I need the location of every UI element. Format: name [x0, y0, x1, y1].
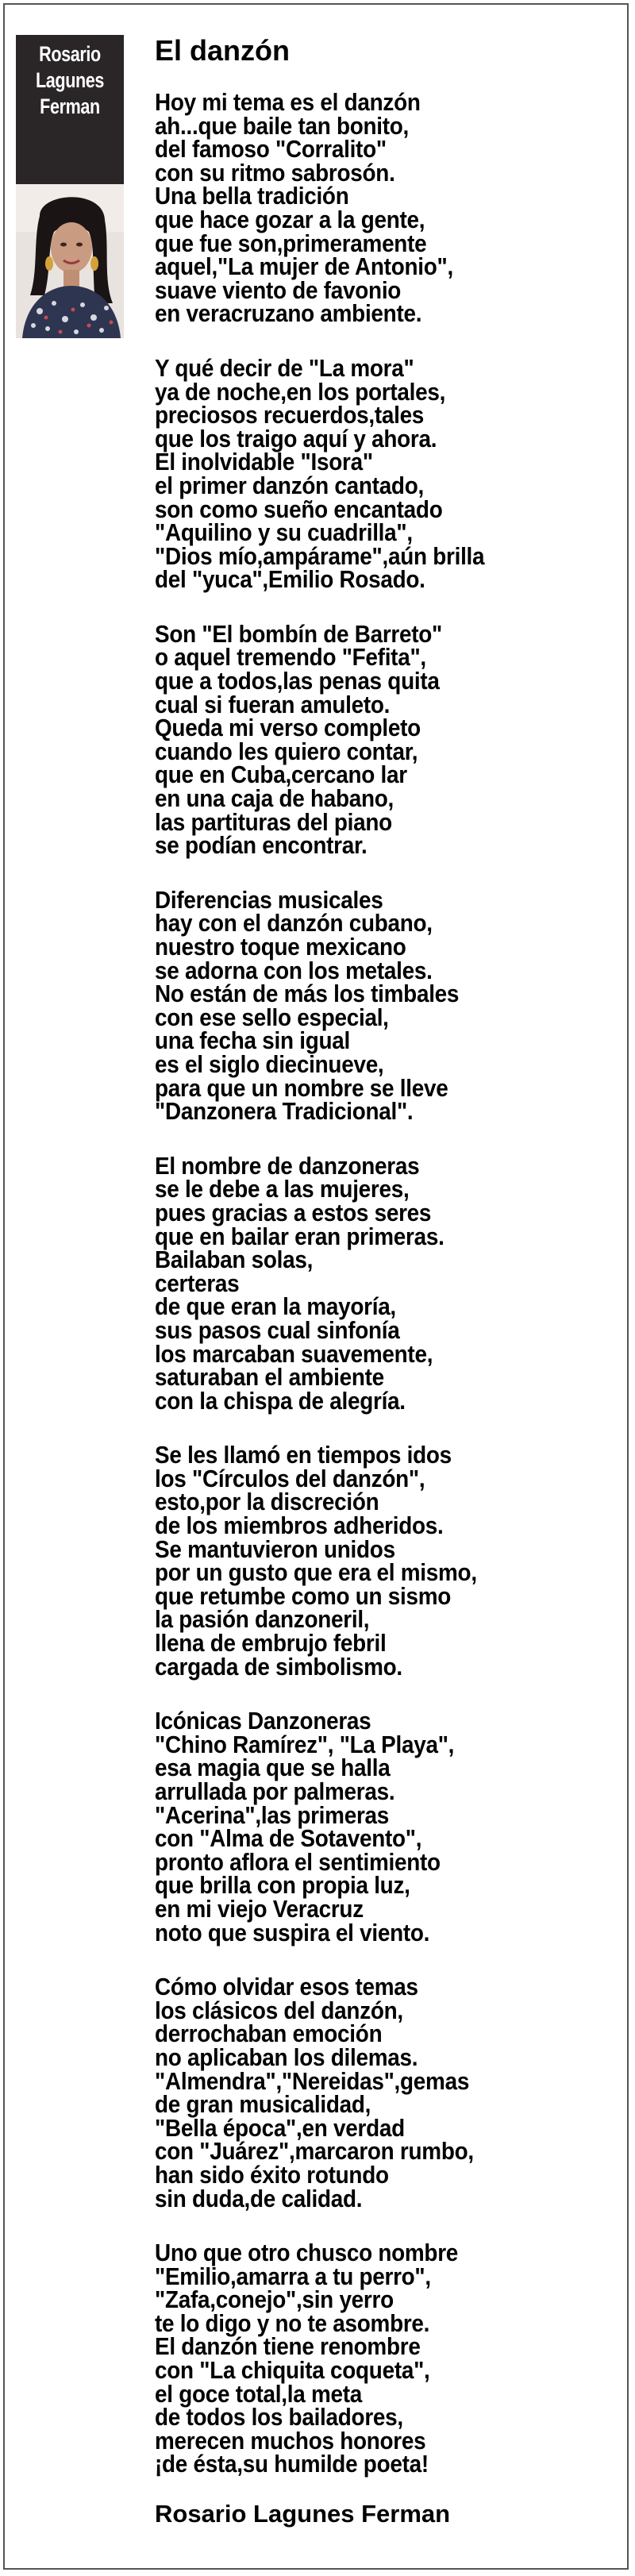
poem-line: con ese sello especial,: [155, 1003, 389, 1031]
poem-line: del famoso "Corralito": [155, 135, 387, 164]
poem-line: aquel,"La mujer de Antonio",: [155, 252, 453, 281]
poem-line: Cómo olvidar esos temas: [155, 1973, 418, 2001]
poem-line: El nombre de danzoneras: [155, 1151, 420, 1180]
poem-line: "Dios mío,ampárame",aún brilla: [155, 541, 485, 570]
poem-line: que retumbe como un sismo: [155, 1581, 452, 1610]
poem-line: cual si fueran amuleto.: [155, 690, 391, 718]
poem-line: se adorna con los metales.: [155, 956, 433, 984]
poem-line: ¡de ésta,su humilde poeta!: [155, 2450, 429, 2478]
poem-line: "Bella época",en verdad: [155, 2113, 405, 2142]
poem-line: Una bella tradición: [155, 182, 349, 210]
poem-line: cargada de simbolismo.: [155, 1652, 402, 1681]
poem-line: Diferencias musicales: [155, 885, 383, 914]
poem-line: Hoy mi tema es el danzón: [155, 88, 421, 116]
poem-line: el goce total,la meta: [155, 2379, 363, 2408]
poem-line: en mi viejo Veracruz: [155, 1894, 364, 1923]
poem-line: los clásicos del danzón,: [155, 1996, 403, 2024]
poem-line: las partituras del piano: [155, 807, 392, 836]
poem-line: el primer danzón cantado,: [155, 471, 424, 499]
poem-line: con la chispa de alegría.: [155, 1386, 406, 1415]
poem-line: se le debe a las mujeres,: [155, 1175, 410, 1203]
poem-line: es el siglo diecinueve,: [155, 1049, 384, 1078]
author-badge-name: [27, 41, 114, 120]
stanza: [155, 619, 619, 860]
poem-line: una fecha sin igual: [155, 1026, 351, 1055]
poem-line: sus pasos cual sinfonía: [155, 1315, 400, 1344]
poem-line: del "yuca",Emilio Rosado.: [155, 565, 425, 594]
poem-line: que brilla con propia luz,: [155, 1871, 410, 1900]
poem-line: Se les llamó en tiempos idos: [155, 1441, 452, 1469]
poem-line: ya de noche,en los portales,: [155, 377, 446, 406]
poem-line: de gran musicalidad,: [155, 2090, 371, 2119]
poem-line: con "Alma de Sotavento",: [155, 1824, 422, 1853]
poem-line: suave viento de favonio: [155, 275, 402, 304]
author-name-line: Ferman: [40, 94, 100, 118]
poem-line: No están de más los timbales: [155, 980, 460, 1008]
poem-line: preciosos recuerdos,tales: [155, 401, 425, 429]
poem-line: saturaban el ambiente: [155, 1363, 384, 1392]
poem-line: arrullada por palmeras.: [155, 1777, 395, 1805]
poem-line: con "Juárez",marcaron rumbo,: [155, 2137, 474, 2166]
poem-line: ah...que baile tan bonito,: [155, 111, 410, 140]
poem-line: que los traigo aquí y ahora.: [155, 424, 437, 452]
poem-line: pronto aflora el sentimiento: [155, 1847, 441, 1876]
poem-body: [155, 90, 619, 2507]
poem-line: "Almendra","Nereidas",gemas: [155, 2066, 470, 2095]
poem-line: "Danzonera Tradicional".: [155, 1097, 414, 1126]
poem-line: que en Cuba,cercano lar: [155, 760, 407, 789]
poem-line: Uno que otro chusco nombre: [155, 2239, 459, 2267]
poem-line: por un gusto que era el mismo,: [155, 1558, 477, 1587]
poem-line: en veracruzano ambiente.: [155, 299, 422, 328]
poem-line: Y qué decir de "La mora": [155, 353, 414, 382]
poem-line: la pasión danzoneril,: [155, 1605, 370, 1634]
poem-line: esto,por la discreción: [155, 1488, 379, 1516]
stanza: [155, 1441, 619, 1681]
poem-line: que a todos,las penas quita: [155, 667, 440, 695]
stanza: [155, 353, 619, 594]
poem-line: Bailaban solas,: [155, 1246, 314, 1274]
poem-line: en una caja de habano,: [155, 784, 394, 813]
author-name-line: Rosario: [39, 42, 101, 66]
poem-line: de todos los bailadores,: [155, 2403, 403, 2432]
poem-line: han sido éxito rotundo: [155, 2160, 389, 2189]
poem-line: para que un nombre se lleve: [155, 1073, 448, 1102]
poem-line: que hace gozar a la gente,: [155, 205, 425, 233]
poem-line: los marcaban suavemente,: [155, 1339, 433, 1368]
poem-line: pues gracias a estos seres: [155, 1198, 432, 1226]
poem-line: "Acerina",las primeras: [155, 1800, 390, 1829]
poem-line: con "La chiquita coqueta",: [155, 2356, 430, 2385]
stanza: [155, 88, 619, 328]
poem-line: te lo digo y no te asombre.: [155, 2308, 430, 2337]
stanza: [155, 1151, 619, 1415]
stanza: [155, 885, 619, 1126]
poem-line: certeras: [155, 1269, 240, 1297]
poem-line: de los miembros adheridos.: [155, 1511, 444, 1540]
poem-line: esa magia que se halla: [155, 1754, 391, 1782]
poem-line: Son "El bombín de Barreto": [155, 619, 443, 648]
poem-line: Queda mi verso completo: [155, 714, 421, 742]
stanza: [155, 2241, 619, 2476]
author-badge: [16, 35, 124, 338]
poem-line: los "Círculos del danzón",: [155, 1464, 425, 1492]
stanza: [155, 1975, 619, 2210]
poem-line: merecen muchos honores: [155, 2426, 426, 2455]
poem-line: o aquel tremendo "Fefita",: [155, 643, 426, 672]
poem-line: se podían encontrar.: [155, 831, 368, 860]
poem-line: El danzón tiene renombre: [155, 2332, 421, 2361]
poem-line: noto que suspira el viento.: [155, 1918, 430, 1946]
author-name-line: Lagunes: [35, 68, 105, 92]
poem-line: Se mantuvieron unidos: [155, 1534, 395, 1563]
poem-line: que fue son,primeramente: [155, 229, 427, 257]
poem-line: "Chino Ramírez", "La Playa",: [155, 1730, 455, 1758]
poem-line: de que eran la mayoría,: [155, 1292, 396, 1321]
author-portrait: [16, 184, 124, 338]
poem-title: El danzón: [155, 34, 290, 67]
poem-line: que en bailar eran primeras.: [155, 1222, 444, 1250]
poem-line: cuando les quiero contar,: [155, 737, 418, 765]
poem-line: "Zafa,conejo",sin yerro: [155, 2285, 394, 2314]
stanza: [155, 1709, 619, 1944]
poem-line: hay con el danzón cubano,: [155, 909, 433, 938]
author-signature: Rosario Lagunes Ferman: [155, 2500, 451, 2528]
poem-line: no aplicaban los dilemas.: [155, 2043, 418, 2071]
poem-line: con su ritmo sabrosón.: [155, 158, 395, 187]
poem-line: El inolvidable "Isora": [155, 448, 373, 476]
poem-line: Icónicas Danzoneras: [155, 1707, 371, 1735]
poem-line: derrochaban emoción: [155, 2020, 383, 2048]
poem-line: son como sueño encantado: [155, 495, 443, 523]
poem-line: llena de embrujo febril: [155, 1629, 387, 1658]
poem-line: sin duda,de calidad.: [155, 2184, 363, 2212]
poem-line: nuestro toque mexicano: [155, 933, 406, 961]
poem-line: "Emilio,amarra a tu perro",: [155, 2262, 431, 2290]
poem-line: "Aquilino y su cuadrilla",: [155, 518, 413, 547]
